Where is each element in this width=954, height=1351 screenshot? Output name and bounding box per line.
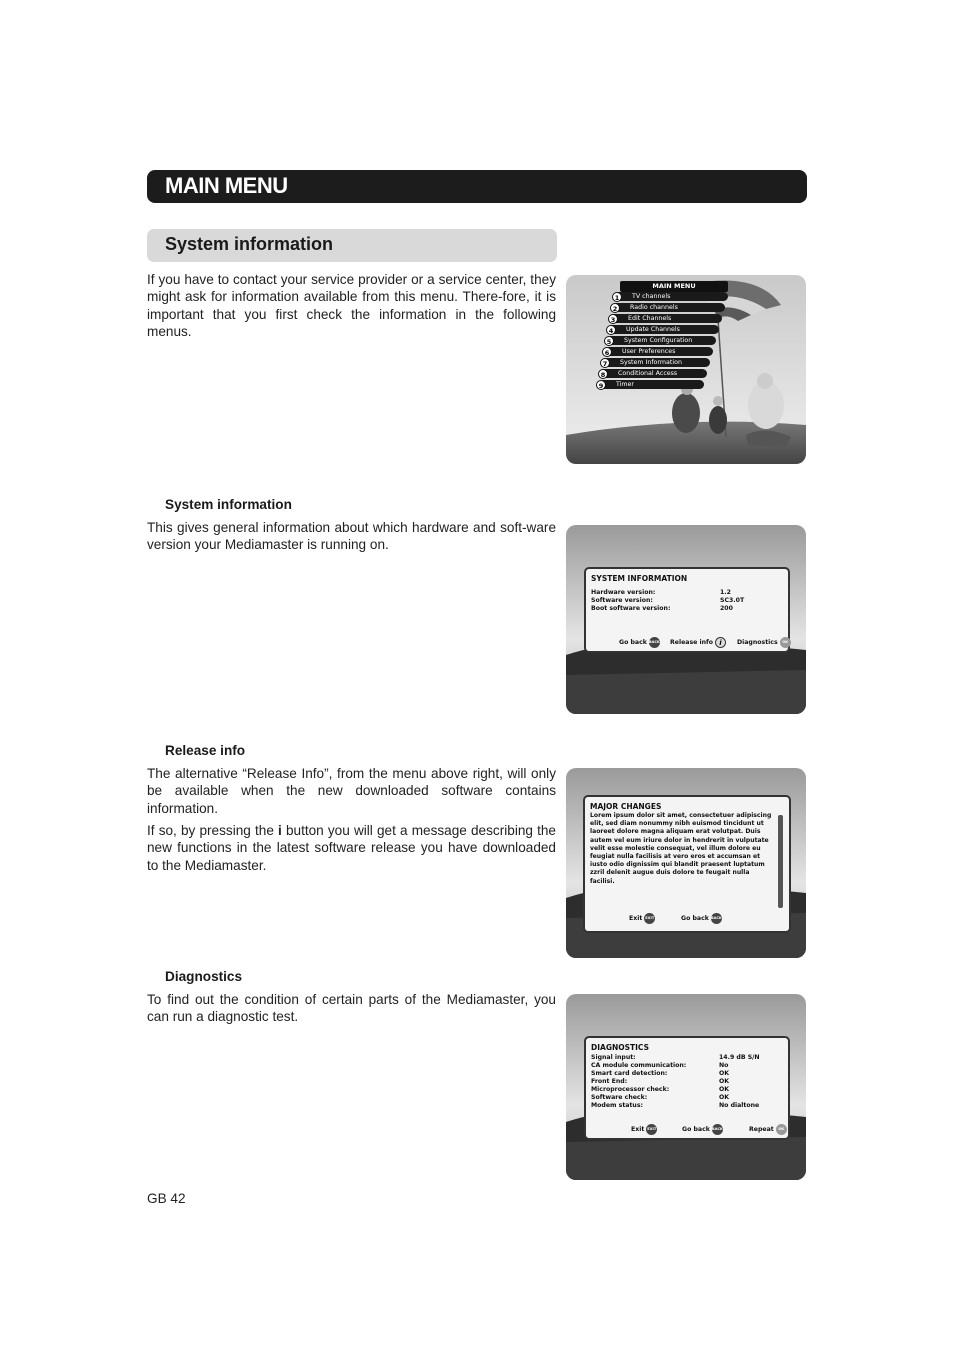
- go-back-button[interactable]: Go back BACK: [619, 639, 660, 646]
- ok-key-icon: OK: [780, 637, 791, 648]
- major-changes-panel: [583, 795, 791, 933]
- system-info-paragraph: This gives general information about which hardware and soft-ware version your Mediamaster is running on.: [147, 520, 556, 553]
- diagnostics-row-value: OK: [719, 1070, 730, 1077]
- hardware-version-value: 1.2: [720, 589, 731, 596]
- release-info-paragraph-2: If so, by pressing the i button you will get a message describing the new functions in the latest software release you have downloaded to the Mediamaster.: [147, 823, 556, 873]
- main-menu-item-number: 6: [602, 347, 612, 357]
- exit-button[interactable]: Exit EXIT: [631, 1126, 657, 1133]
- back-key-icon: BACK: [649, 637, 660, 648]
- diagnostics-row-value: OK: [719, 1086, 730, 1093]
- main-menu-item-number: 4: [606, 325, 616, 335]
- main-menu-item-number: 3: [608, 314, 618, 324]
- main-menu-item-label: Timer: [616, 381, 634, 388]
- major-changes-body: Lorem ipsum dolor sit amet, consectetuer adipiscing elit, sed diam nonummy nibh euismod tincidunt ut laoreet dolore magna aliquam erat volutpat. Duis autem vel eum iriure dolor in hendrerit in vulputate velit esse molestie consequat, vel illum dolore eu feugiat nulla facilisis at vero eros et accumsan et iusto odio dignissim qui blandit praesent luptatum zzril delenit augue duis dolore te feugait nulla facilisi.: [590, 812, 772, 885]
- main-menu-item-number: 1: [612, 292, 622, 302]
- release-info-screenshot: [566, 768, 806, 958]
- hardware-version-label: Hardware version:: [591, 589, 656, 596]
- diagnostics-panel-title: DIAGNOSTICS: [591, 1043, 649, 1052]
- boot-version-label: Boot software version:: [591, 605, 671, 612]
- diagnostics-row-value: OK: [719, 1078, 730, 1085]
- section-title-bar: [147, 170, 807, 203]
- system-info-screenshot: [566, 525, 806, 714]
- diagnostics-row-label: Software check:: [591, 1094, 648, 1101]
- main-menu-item[interactable]: [604, 369, 707, 378]
- main-menu-item[interactable]: [616, 303, 725, 312]
- main-menu-item-number: 2: [610, 303, 620, 313]
- diagnostics-screenshot: [566, 994, 806, 1180]
- main-menu-item-label: Update Channels: [626, 326, 680, 333]
- main-menu-item-label: Conditional Access: [618, 370, 678, 377]
- main-menu-item-number: 5: [604, 336, 614, 346]
- exit-key-icon: EXIT: [646, 1124, 657, 1135]
- system-info-heading: System information: [165, 497, 292, 512]
- diagnostics-row-label: Smart card detection:: [591, 1070, 668, 1077]
- info-key-icon: i: [715, 637, 726, 648]
- main-menu-item[interactable]: [614, 314, 722, 323]
- exit-button[interactable]: Exit EXIT: [629, 915, 655, 922]
- diagnostics-row-label: Signal input:: [591, 1054, 636, 1061]
- diagnostics-panel: [584, 1036, 790, 1140]
- diagnostics-row-label: Microprocessor check:: [591, 1086, 670, 1093]
- software-version-label: Software version:: [591, 597, 653, 604]
- back-key-icon: BACK: [711, 913, 722, 924]
- go-back-button[interactable]: Go back BACK: [681, 915, 722, 922]
- scrollbar[interactable]: [778, 815, 783, 908]
- main-menu-item-label: System Information: [620, 359, 682, 366]
- diagnostics-row-label: Front End:: [591, 1078, 628, 1085]
- release-info-heading: Release info: [165, 743, 246, 758]
- subsection-title-bar: [147, 229, 557, 262]
- release-info-paragraph-1: The alternative “Release Info”, from the menu above right, will only be available when the new downloaded software contains information.: [147, 766, 556, 816]
- ok-key-icon: OK: [776, 1124, 787, 1135]
- major-changes-title: MAJOR CHANGES: [590, 802, 662, 811]
- diagnostics-button[interactable]: Diagnostics OK: [737, 637, 791, 648]
- go-back-button[interactable]: Go back BACK: [682, 1126, 723, 1133]
- info-key-reference: i: [278, 823, 282, 838]
- diagnostics-row-label: Modem status:: [591, 1102, 643, 1109]
- system-info-panel-title: SYSTEM INFORMATION: [591, 574, 688, 583]
- main-menu-item[interactable]: [606, 358, 710, 367]
- diagnostics-row-label: CA module communication:: [591, 1062, 687, 1069]
- main-menu-item[interactable]: [610, 336, 716, 345]
- main-menu-item-label: System Configuration: [624, 337, 693, 344]
- diagnostics-row-value: No: [719, 1062, 729, 1069]
- diagnostics-row-value: 14.9 dB S/N: [719, 1054, 760, 1061]
- section-title: MAIN MENU: [165, 173, 288, 198]
- main-menu-item-number: 9: [596, 380, 606, 390]
- main-menu-title: MAIN MENU: [620, 281, 728, 292]
- main-menu-item-number: 8: [598, 369, 608, 379]
- diagnostics-paragraph: To find out the condition of certain parts of the Mediamaster, you can run a diagnostic test.: [147, 992, 556, 1025]
- exit-key-icon: EXIT: [644, 913, 655, 924]
- back-key-icon: BACK: [712, 1124, 723, 1135]
- diagnostics-heading: Diagnostics: [165, 969, 243, 984]
- release-info-button[interactable]: Release info i: [670, 637, 726, 648]
- main-menu-item-label: Edit Channels: [628, 315, 672, 322]
- boot-version-value: 200: [720, 605, 733, 612]
- main-menu-item-label: Radio channels: [630, 304, 678, 311]
- main-menu-item[interactable]: [608, 347, 713, 356]
- main-menu-item[interactable]: [618, 292, 728, 301]
- repeat-button[interactable]: Repeat OK: [749, 1124, 787, 1135]
- diagnostics-row-value: OK: [719, 1094, 730, 1101]
- main-menu-item-number: 7: [600, 358, 610, 368]
- main-menu-item-label: TV channels: [632, 293, 671, 300]
- system-info-panel: [584, 567, 790, 653]
- page-number: GB 42: [147, 1191, 186, 1206]
- intro-paragraph: If you have to contact your service provider or a service center, they might ask for information available from this menu. There-fore, it is important that you first check the information in the following menus.: [147, 272, 556, 340]
- software-version-value: SC3.0T: [720, 597, 745, 604]
- main-menu-item[interactable]: [612, 325, 719, 334]
- diagnostics-row-value: No dialtone: [719, 1102, 760, 1109]
- main-menu-item[interactable]: [602, 380, 704, 389]
- subsection-title: System information: [165, 234, 334, 254]
- main-menu-item-label: User Preferences: [622, 348, 676, 355]
